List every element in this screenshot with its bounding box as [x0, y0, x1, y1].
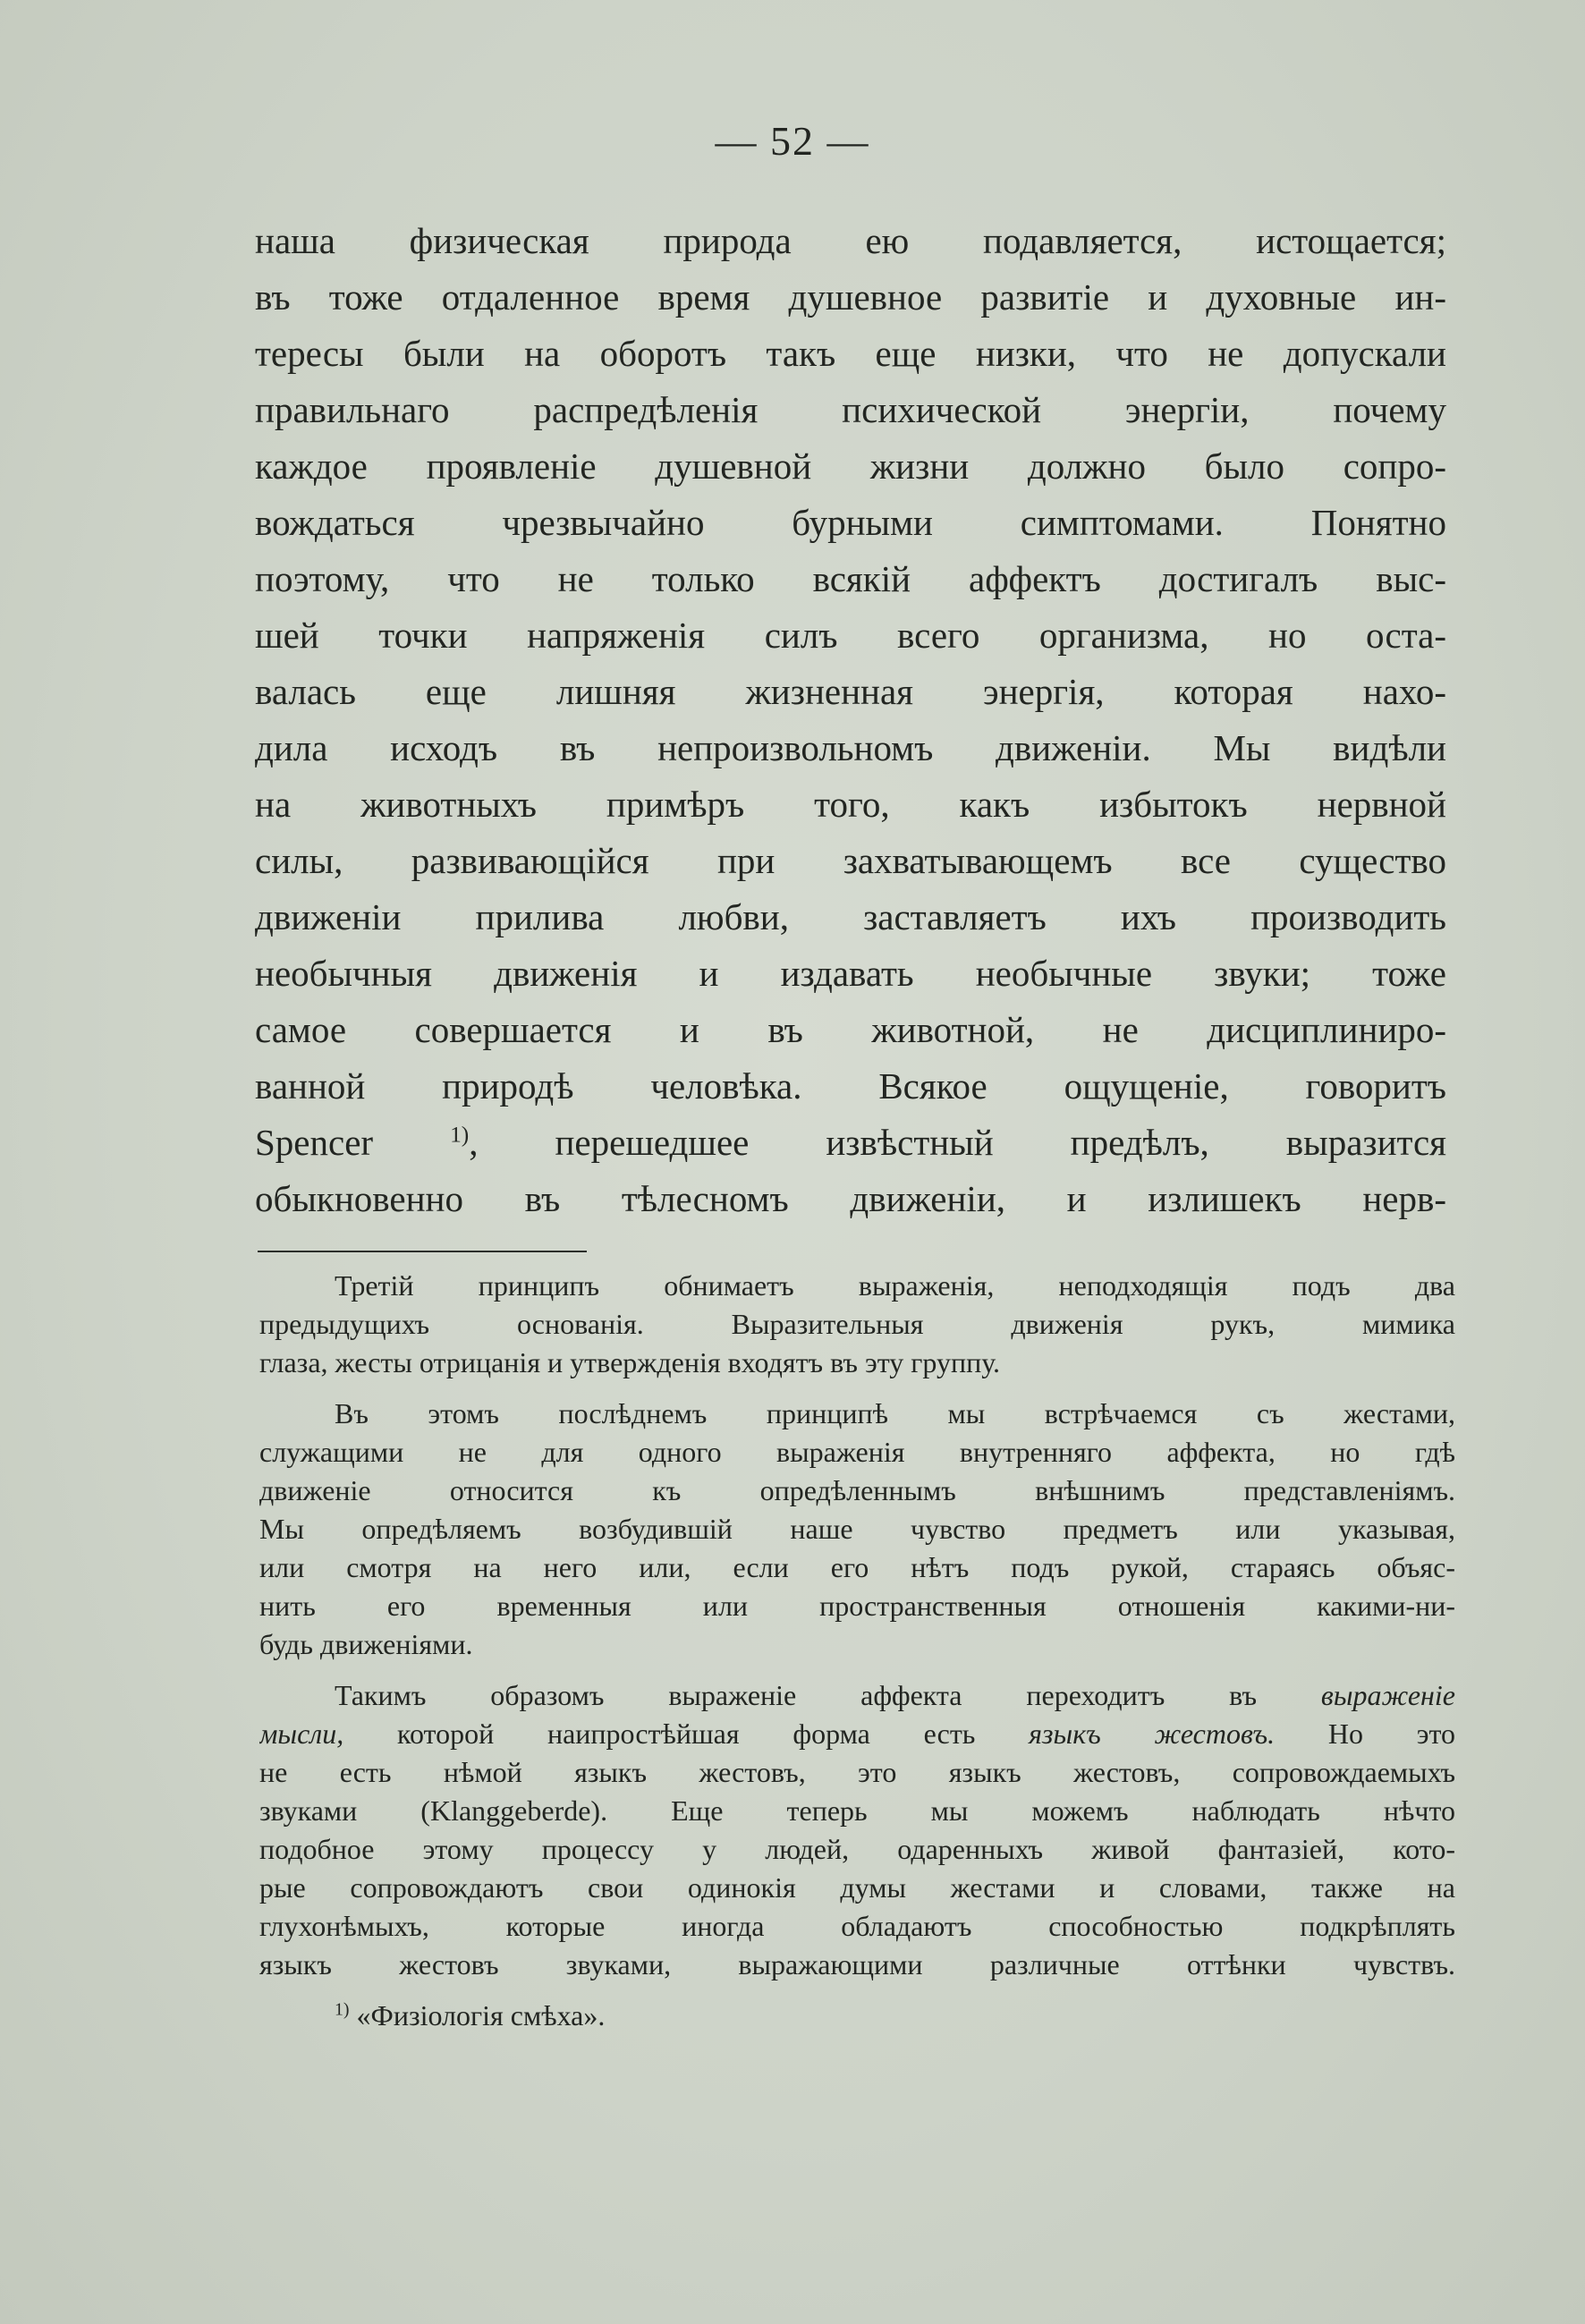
text-line: ванной природѣ человѣка. Всякое ощущеніе, говоритъ [255, 1065, 1446, 1107]
text-line: правильнаго распредѣленія психической энергіи, почему [255, 389, 1446, 430]
footnote-paragraph [259, 1395, 1455, 1664]
footnote-marker: 1) [335, 1999, 350, 2020]
text-line: тересы были на оборотъ такъ еще низки, что не допускали [255, 333, 1446, 374]
body-text [255, 213, 1446, 1227]
footnote-line: подобное этому процессу у людей, одаренныхъ живой фантазіей, кото- [259, 1833, 1455, 1865]
footnote-line: Мы опредѣляемъ возбудившій наше чувство предметъ или указывая, [259, 1513, 1455, 1545]
footnote-line: глухонѣмыхъ, которые иногда обладаютъ способностью подкрѣплять [259, 1910, 1455, 1942]
text-fragment: Такимъ образомъ выраженіе аффекта переходитъ въ [335, 1679, 1321, 1711]
text-line: каждое проявленіе душевной жизни должно было сопро- [255, 445, 1446, 487]
text-line: движеніи прилива любви, заставляетъ ихъ производить [255, 896, 1446, 937]
text-line: обыкновенно въ тѣлесномъ движеніи, и излишекъ нерв- [255, 1178, 1446, 1219]
text-line: самое совершается и въ животной, не дисциплиниро- [255, 1009, 1446, 1050]
text-line: валась еще лишняя жизненная энергія, которая нахо- [255, 671, 1446, 712]
footnote-line [259, 1676, 1455, 1715]
footnote-reference [335, 1997, 1455, 2035]
footnote-paragraph [259, 1267, 1455, 1382]
footnote-divider [258, 1251, 587, 1252]
footnote-line: служащими не для одного выраженія внутренняго аффекта, но гдѣ [259, 1436, 1455, 1468]
footnote-line: предыдущихъ основанія. Выразительныя движенія рукъ, мимика [259, 1308, 1455, 1340]
footnote-line: Третій принципъ обнимаетъ выраженія, неподходящія подъ два [335, 1269, 1455, 1302]
page-number: — 52 — [715, 118, 870, 164]
text-line: силы, развивающійся при захватывающемъ все существо [255, 840, 1446, 881]
footnote-ref-marker: 1) [450, 1122, 470, 1148]
italic-phrase: выраженіе [1320, 1679, 1455, 1711]
text-line: наша физическая природа ею подавляется, истощается; [255, 220, 1446, 261]
footnote-line: или смотря на него или, если его нѣтъ подъ рукой, стараясь объяс- [259, 1551, 1455, 1583]
footnotes [259, 1267, 1455, 2035]
footnote-line: рые сопровождаютъ свои одинокія думы жестами и словами, также на [259, 1871, 1455, 1904]
text-line: въ тоже отдаленное время душевное развитіе и духовные ин- [255, 276, 1446, 318]
footnote-line: звуками (Klanggeberde). Еще теперь мы можемъ наблюдать нѣчто [259, 1794, 1455, 1827]
footnote-line: языкъ жестовъ звуками, выражающими различные оттѣнки чувствъ. [259, 1948, 1455, 1980]
text-line: вождаться чрезвычайно бурными симптомами. Понятно [255, 502, 1446, 543]
footnote-line: глаза, жесты отрицанія и утвержденія входятъ въ эту группу. [259, 1346, 1000, 1378]
footnote-line: нить его временныя или пространственныя отношенія какими-ни- [259, 1590, 1455, 1622]
footnote-reference-text: «Физіологія смѣха». [349, 1999, 606, 2031]
text-fragment: , перешедшее извѣстный предѣлъ, выразится [469, 1122, 1446, 1163]
text-fragment: Но это [1275, 1718, 1455, 1750]
text-line-spencer [255, 1115, 1446, 1171]
text-line: поэтому, что не только всякій аффектъ достигалъ выс- [255, 558, 1446, 599]
footnote-line: будь движеніями. [259, 1628, 473, 1660]
footnote-paragraph [259, 1676, 1455, 1984]
text-line: шей точки напряженія силъ всего организма, но оста- [255, 615, 1446, 656]
author-name: Spencer [255, 1122, 374, 1163]
italic-phrase: мысли, [259, 1718, 344, 1750]
footnote-line [259, 1715, 1455, 1753]
text-fragment: которой наипростѣйшая форма есть [343, 1718, 1030, 1750]
text-line: на животныхъ примѣръ того, какъ избытокъ нервной [255, 784, 1446, 825]
text-line: дила исходъ въ непроизвольномъ движеніи. Мы видѣли [255, 727, 1446, 768]
footnote-line: не есть нѣмой языкъ жестовъ, это языкъ жестовъ, сопровождаемыхъ [259, 1756, 1455, 1788]
italic-phrase: языкъ жестовъ. [1029, 1718, 1276, 1750]
footnote-line: Въ этомъ послѣднемъ принципѣ мы встрѣчаемся съ жестами, [335, 1397, 1455, 1429]
text-line: необычныя движенія и издавать необычные звуки; тоже [255, 953, 1446, 994]
footnote-line: движеніе относится къ опредѣленнымъ внѣшнимъ представленіямъ. [259, 1474, 1455, 1506]
